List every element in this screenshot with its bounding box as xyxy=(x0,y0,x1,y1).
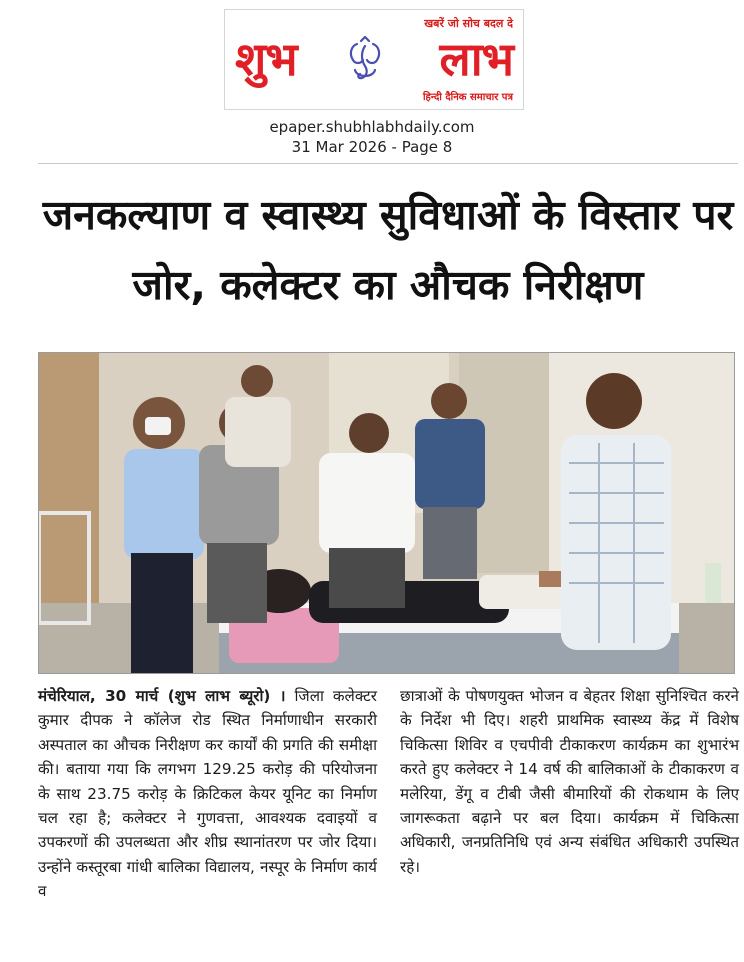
logo-word-right: लाभ xyxy=(439,32,513,86)
logo-wordmark xyxy=(231,30,519,88)
masthead-tagline: खबरें जो सोच बदल दे xyxy=(424,17,513,30)
article-column-right xyxy=(400,684,739,879)
masthead-logo xyxy=(224,9,524,110)
logo-word-left: शुभ xyxy=(235,32,297,86)
edition-date-page: 31 Mar 2026 - Page 8 xyxy=(291,138,453,156)
article-body-right: छात्राओं के पोषणयुक्त भोजन व बेहतर शिक्षा सुनिश्चित करने के निर्देश भी दिए। शहरी प्राथमिक स्वास्थ्य केंद्र में विशेष चिकित्सा शिविर व एचपीवी टीकाकरण कार्यक्रम का शुभारंभ करते हुए कलेक्टर ने 14 वर्ष की बालिकाओं के टीकाकरण व मलेरिया, डेंगू व टीबी जैसी बीमारियों की रोकथाम के लिए जागरूकता बढ़ाने पर बल दिया। कार्यक्रम में चिकित्सा अधिकारी, जनप्रतिनिधि एवं अन्य संबंधित अधिकारी उपस्थित रहे। xyxy=(400,687,739,876)
source-url[interactable]: epaper.shubhlabhdaily.com xyxy=(269,118,475,136)
article-headline: जनकल्याण व स्वास्थ्य सुविधाओं के विस्तार पर जोर, कलेक्टर का औचक निरीक्षण xyxy=(42,191,734,309)
article-column-left xyxy=(38,684,377,904)
divider xyxy=(38,163,738,164)
ganesha-icon xyxy=(343,36,387,84)
article-dateline: मंचेरियाल, 30 मार्च (शुभ लाभ ब्यूरो) । xyxy=(38,687,286,705)
article-photo xyxy=(38,352,735,674)
article-body-left: जिला कलेक्टर कुमार दीपक ने कॉलेज रोड स्थित निर्माणाधीन सरकारी अस्पताल का औचक निरीक्षण कर कार्यों की प्रगति की समीक्षा की। बताया गया कि लगभग 129.25 करोड़ की परियोजना के साथ 23.75 करोड़ के क्रिटिकल केयर यूनिट का निर्माण चल रहा है; कलेक्टर ने गुणवत्ता, आवश्यक दवाइयों व उपकरणों की उपलब्धता और शीघ्र स्थानांतरण पर जोर दिया।उन्होंने कस्तूरबा गांधी बालिका विद्यालय, नस्पूर के निर्माण कार्य व xyxy=(38,687,377,901)
masthead-subtag: हिन्दी दैनिक समाचार पत्र xyxy=(422,92,513,103)
hospital-inspection-photo xyxy=(39,353,735,674)
